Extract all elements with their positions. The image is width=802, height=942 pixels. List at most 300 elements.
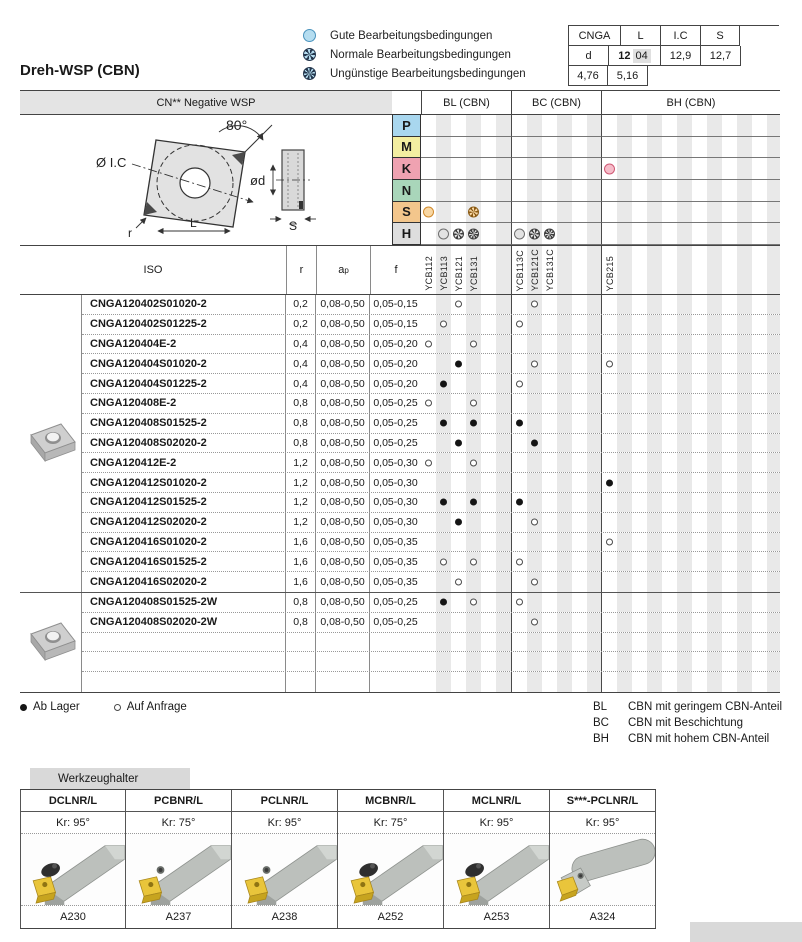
on-request-marker	[425, 400, 432, 407]
cutting-depth-value: 0,08-0,50	[316, 552, 370, 571]
corner-radius-value	[286, 633, 316, 652]
availability-matrix-region	[511, 374, 601, 393]
corner-radius-value: 1,2	[286, 473, 316, 492]
feed-value: 0,05-0,35	[373, 535, 418, 548]
on-request-marker	[425, 340, 432, 347]
toolholder-name: MCBNR/L	[338, 790, 443, 812]
feed-value: 0,05-0,30	[373, 476, 418, 489]
insert-designation: CNGA120404S01020-2	[82, 354, 286, 373]
availability-matrix-region	[511, 613, 601, 632]
bad-conditions-icon	[303, 67, 316, 80]
stock-marker	[455, 519, 462, 526]
stock-marker	[470, 499, 477, 506]
availability-matrix-region	[421, 533, 511, 552]
on-request-marker	[470, 599, 477, 606]
good-conditions-icon	[423, 206, 434, 217]
corner-radius-value: 0,4	[286, 374, 316, 393]
cutting-depth-value: 0,08-0,50	[316, 414, 370, 433]
toolholder-column	[126, 790, 232, 928]
spec-code-cell	[609, 46, 661, 66]
table-row	[82, 434, 780, 454]
taxonomy-matrix-region	[421, 158, 511, 180]
availability-matrix-region	[421, 473, 511, 492]
toolholder-angle: Kr: 95°	[232, 812, 337, 834]
on-request-marker	[531, 619, 538, 626]
availability-matrix-region	[511, 473, 601, 492]
availability-matrix-region	[421, 493, 511, 512]
legend-item-normal	[303, 45, 526, 64]
availability-matrix-region	[421, 633, 511, 652]
cutting-depth-value: 0,08-0,50	[316, 354, 370, 373]
left-header: CN** Negative WSP	[20, 91, 392, 114]
on-request-marker	[470, 459, 477, 466]
material-class-H: H	[392, 222, 421, 245]
on-request-marker	[606, 538, 613, 545]
availability-matrix-region	[421, 552, 511, 571]
availability-matrix-region	[601, 672, 780, 692]
availability-matrix-region	[601, 552, 780, 571]
on-request-marker	[516, 558, 523, 565]
table-row	[82, 513, 780, 533]
availability-matrix-region	[601, 374, 780, 393]
cutting-depth-value: 0,08-0,50	[316, 394, 370, 413]
feed-value: 0,05-0,30	[373, 496, 418, 509]
availability-matrix-region	[511, 672, 601, 692]
cbn-legend	[593, 699, 782, 747]
on-request-marker	[470, 558, 477, 565]
feed-value: 0,05-0,35	[373, 576, 418, 589]
on-request-marker	[516, 599, 523, 606]
normal-conditions-icon	[453, 228, 464, 239]
availability-matrix-region	[511, 295, 601, 314]
availability-matrix-region	[601, 453, 780, 472]
on-request-marker	[516, 380, 523, 387]
insert-designation: CNGA120402S01225-2	[82, 315, 286, 334]
table-row	[82, 374, 780, 394]
insert-designation: CNGA120408S02020-2W	[82, 613, 286, 632]
corner-radius-value: 0,8	[286, 434, 316, 453]
insert-designation: CNGA120408E-2	[82, 394, 286, 413]
on-request-marker	[455, 301, 462, 308]
normal-conditions-icon	[468, 206, 479, 217]
availability-matrix-region	[421, 414, 511, 433]
insert-designation: CNGA120408S01525-2	[82, 414, 286, 433]
spec-value: 4,76	[569, 66, 608, 86]
toolholder-column	[444, 790, 550, 928]
availability-matrix-region	[421, 453, 511, 472]
good-conditions-icon	[303, 29, 316, 42]
toolholder-name: PCLNR/L	[232, 790, 337, 812]
insert-designation: CNGA120412S02020-2	[82, 513, 286, 532]
toolholder-image	[444, 834, 549, 906]
insert-designation: CNGA120412S01525-2	[82, 493, 286, 512]
on-request-marker	[455, 579, 462, 586]
legend-label: Gute Bearbeitungsbedingungen	[330, 29, 493, 42]
toolholder-code: A252	[377, 911, 404, 923]
toolholder-code: A237	[165, 911, 192, 923]
corner-radius-value: 0,2	[286, 315, 316, 334]
availability-matrix-region	[511, 533, 601, 552]
availability-matrix-region	[511, 633, 601, 652]
condition-legend	[303, 26, 526, 83]
on-request-marker	[531, 519, 538, 526]
taxonomy-matrix-region	[421, 137, 511, 159]
cutting-depth-value: 0,08-0,50	[316, 434, 370, 453]
availability-matrix-region	[601, 394, 780, 413]
insert-designation: CNGA120416S02020-2	[82, 572, 286, 592]
toolholder-image	[232, 834, 337, 906]
grade-labels-bh	[601, 246, 780, 294]
toolholder-image	[126, 834, 231, 906]
table-row	[82, 672, 780, 692]
availability-matrix-region	[511, 572, 601, 592]
material-class-N: N	[392, 179, 421, 202]
toolholder-code: A230	[60, 911, 86, 923]
availability-matrix-region	[511, 354, 601, 373]
feed-value: 0,05-0,25	[373, 596, 418, 609]
taxonomy-row-M	[392, 137, 780, 159]
insert-group-wiper	[20, 593, 780, 693]
grade-column-label: YCB113	[438, 256, 449, 291]
corner-radius-value	[286, 672, 316, 692]
corner-radius-value: 0,2	[286, 295, 316, 314]
availability-matrix-region	[511, 434, 601, 453]
availability-matrix-region	[601, 354, 780, 373]
taxonomy-row-H	[392, 223, 780, 245]
stock-marker	[470, 420, 477, 427]
availability-matrix-region	[511, 652, 601, 671]
availability-matrix-region	[601, 613, 780, 632]
good-conditions-icon	[604, 163, 615, 174]
cutting-depth-value: 0,08-0,50	[316, 315, 370, 334]
insert-designation	[82, 672, 286, 692]
stock-marker	[440, 599, 447, 606]
insert-designation	[82, 652, 286, 671]
spec-code-shaded: 04	[633, 49, 651, 63]
label-ic: Ø I.C	[96, 155, 127, 170]
insert-image	[23, 617, 79, 667]
corner-radius-value: 1,2	[286, 493, 316, 512]
cutting-depth-value: 0,08-0,50	[316, 513, 370, 532]
iso-header-row	[20, 245, 780, 295]
feed-value: 0,05-0,25	[373, 436, 418, 449]
grade-column-label: YCB131	[468, 255, 479, 291]
table-row	[82, 453, 780, 473]
insert-group-standard	[20, 295, 780, 593]
table-row	[82, 315, 780, 335]
corner-radius-value: 0,8	[286, 613, 316, 632]
taxonomy-matrix-region	[601, 223, 780, 245]
header-gap	[392, 91, 421, 114]
on-request-marker	[470, 400, 477, 407]
cutting-depth-value: 0,08-0,50	[316, 533, 370, 552]
table-header-row	[20, 90, 780, 115]
availability-matrix-region	[601, 434, 780, 453]
taxonomy-row-K	[392, 158, 780, 180]
page-title: Dreh-WSP (CBN)	[20, 62, 140, 79]
table-row	[82, 414, 780, 434]
toolholder-angle: Kr: 95°	[21, 812, 125, 834]
normal-conditions-icon	[529, 228, 540, 239]
taxonomy-matrix-region	[421, 223, 511, 245]
toolholder-name: MCLNR/L	[444, 790, 549, 812]
on-request-marker	[531, 579, 538, 586]
feed-value	[370, 672, 421, 692]
toolholder-angle: Kr: 95°	[550, 812, 655, 834]
toolholder-table	[20, 789, 656, 929]
table-row	[82, 572, 780, 592]
cbn-legend-line: BC CBN mit Beschichtung	[593, 717, 744, 729]
corner-radius-value: 1,2	[286, 453, 316, 472]
filled-dot-icon	[20, 704, 27, 711]
availability-matrix-region	[601, 414, 780, 433]
availability-matrix-region	[601, 633, 780, 652]
stock-marker	[531, 439, 538, 446]
availability-matrix-region	[511, 593, 601, 612]
insert-designation: CNGA120408S02020-2	[82, 434, 286, 453]
insert-designation: CNGA120416S01525-2	[82, 552, 286, 571]
taxonomy-matrix-region	[601, 137, 780, 159]
on-request-marker	[531, 301, 538, 308]
feed-value: 0,05-0,25	[373, 397, 418, 410]
availability-matrix-region	[421, 672, 511, 692]
availability-matrix-region	[511, 414, 601, 433]
stock-marker	[516, 499, 523, 506]
toolholder-name: PCBNR/L	[126, 790, 231, 812]
table-row	[82, 613, 780, 633]
taxonomy-matrix-region	[601, 202, 780, 224]
availability-matrix-region	[421, 394, 511, 413]
grade-column-label: YCB131C	[544, 248, 555, 291]
table-row	[82, 335, 780, 355]
insert-photo	[20, 593, 82, 692]
grade-labels-bl	[421, 246, 511, 294]
taxonomy-matrix-region	[511, 115, 601, 137]
table-row	[82, 493, 780, 513]
label-angle: 80°	[226, 117, 248, 133]
availability-matrix-region	[511, 394, 601, 413]
insert-designation: CNGA120402S01020-2	[82, 295, 286, 314]
toolholder-column	[550, 790, 656, 928]
toolholder-column	[20, 790, 126, 928]
availability-matrix-region	[601, 315, 780, 334]
corner-radius-value: 0,4	[286, 335, 316, 354]
iso-header: ISO	[143, 264, 163, 276]
region-header-bc: BC (CBN)	[511, 91, 601, 114]
taxonomy-matrix-region	[601, 115, 780, 137]
availability-matrix-region	[511, 453, 601, 472]
feed-value: 0,05-0,35	[373, 555, 418, 568]
spec-code-bold: 12	[618, 49, 631, 62]
corner-radius-value: 0,8	[286, 394, 316, 413]
toolholder-image	[21, 834, 125, 906]
corner-radius-value: 1,2	[286, 513, 316, 532]
grade-labels-bc	[511, 246, 601, 294]
taxonomy-matrix-region	[511, 223, 601, 245]
f-header: f	[370, 246, 421, 294]
stock-marker	[606, 479, 613, 486]
label-d: ød	[250, 173, 266, 188]
corner-radius-value: 0,4	[286, 354, 316, 373]
on-request-marker	[440, 558, 447, 565]
toolholder-name: S***-PCLNR/L	[550, 790, 655, 812]
insert-designation	[82, 633, 286, 652]
bad-conditions-icon	[544, 228, 555, 239]
availability-matrix-region	[421, 652, 511, 671]
taxonomy-row-N	[392, 180, 780, 202]
on-request-marker	[516, 321, 523, 328]
table-row	[82, 394, 780, 414]
cbn-legend-line: BH CBN mit hohem CBN-Anteil	[593, 733, 770, 745]
feed-value	[370, 652, 421, 671]
availability-matrix-region	[601, 493, 780, 512]
insert-designation: CNGA120404S01225-2	[82, 374, 286, 393]
grade-column-label: YCB215	[604, 255, 615, 291]
spec-value: 5,16	[608, 66, 648, 86]
availability-matrix-region	[421, 434, 511, 453]
cutting-depth-value: 0,08-0,50	[316, 493, 370, 512]
feed-value: 0,05-0,30	[373, 516, 418, 529]
feed-value: 0,05-0,20	[373, 357, 418, 370]
feed-value: 0,05-0,15	[373, 318, 418, 331]
stock-marker	[440, 420, 447, 427]
toolholder-angle: Kr: 75°	[338, 812, 443, 834]
cutting-depth-value: 0,08-0,50	[316, 374, 370, 393]
spec-value: 12,7	[701, 46, 741, 66]
cutting-depth-value: 0,08-0,50	[316, 295, 370, 314]
cutting-depth-value: 0,08-0,50	[316, 473, 370, 492]
on-request-marker	[606, 360, 613, 367]
legend-item-bad	[303, 64, 526, 83]
cutting-depth-value	[316, 652, 370, 671]
toolholder-column	[338, 790, 444, 928]
corner-radius-value: 0,8	[286, 593, 316, 612]
ap-header: a p	[316, 246, 370, 294]
normal-conditions-icon	[303, 48, 316, 61]
insert-technical-drawing	[20, 115, 392, 245]
spec-value: 12,9	[661, 46, 701, 66]
toolholder-tab: Werkzeughalter	[30, 768, 190, 789]
toolholder-code: A238	[271, 911, 298, 923]
availability-matrix-region	[421, 613, 511, 632]
toolholder-code: A324	[589, 911, 616, 923]
on-request-marker	[440, 321, 447, 328]
availability-matrix-region	[601, 652, 780, 671]
bad-conditions-icon	[468, 228, 479, 239]
label-l: L	[190, 216, 197, 230]
availability-matrix-region	[601, 295, 780, 314]
toolholder-column	[232, 790, 338, 928]
toolholder-image	[338, 834, 443, 906]
rows-group2	[82, 593, 780, 692]
corner-radius-value: 0,8	[286, 414, 316, 433]
availability-matrix-region	[511, 315, 601, 334]
availability-matrix-region	[601, 593, 780, 612]
feed-value: 0,05-0,30	[373, 456, 418, 469]
open-dot-icon	[114, 704, 121, 711]
availability-matrix-region	[421, 295, 511, 314]
table-row	[82, 552, 780, 572]
toolholder-name: DCLNR/L	[21, 790, 125, 812]
cutting-depth-value: 0,08-0,50	[316, 593, 370, 612]
good-conditions-icon	[514, 228, 525, 239]
insert-designation: CNGA120408S01525-2W	[82, 593, 286, 612]
availability-matrix-region	[421, 315, 511, 334]
taxonomy-matrix-region	[421, 202, 511, 224]
insert-table	[20, 90, 780, 693]
spec-header: S	[701, 26, 740, 46]
availability-legend	[20, 701, 187, 713]
taxonomy-matrix-region	[511, 180, 601, 202]
cutting-depth-value: 0,08-0,50	[316, 453, 370, 472]
grade-column-label: YCB121C	[529, 248, 540, 291]
taxonomy-matrix-region	[511, 158, 601, 180]
feed-value	[370, 633, 421, 652]
corner-radius-value: 1,6	[286, 552, 316, 571]
insert-dimensions-table	[568, 25, 779, 86]
table-row	[82, 473, 780, 493]
legend-label: Ungünstige Bearbeitungsbedingungen	[330, 67, 526, 80]
insert-designation: CNGA120404E-2	[82, 335, 286, 354]
legend-label: Normale Bearbeitungsbedingungen	[330, 48, 511, 61]
availability-matrix-region	[421, 572, 511, 592]
stock-marker	[440, 499, 447, 506]
cutting-depth-value: 0,08-0,50	[316, 572, 370, 592]
region-header-bh: BH (CBN)	[601, 91, 780, 114]
rows-group1	[82, 295, 780, 592]
taxonomy-matrix-region	[421, 180, 511, 202]
material-class-K: K	[392, 157, 421, 180]
stock-marker	[455, 439, 462, 446]
cutting-depth-value	[316, 633, 370, 652]
toolholder-angle: Kr: 75°	[126, 812, 231, 834]
taxonomy-matrix-region	[601, 180, 780, 202]
table-row	[82, 533, 780, 553]
stock-marker	[455, 360, 462, 367]
cutting-depth-value: 0,08-0,50	[316, 335, 370, 354]
label-r: r	[128, 226, 132, 240]
insert-designation: CNGA120416S01020-2	[82, 533, 286, 552]
table-row	[82, 652, 780, 672]
availability-matrix-region	[511, 513, 601, 532]
spec-header: I.C	[661, 26, 701, 46]
taxonomy-row-P	[392, 115, 780, 137]
corner-radius-value: 1,6	[286, 533, 316, 552]
r-header: r	[286, 246, 316, 294]
taxonomy-matrix-region	[511, 137, 601, 159]
cutting-depth-value: 0,08-0,50	[316, 613, 370, 632]
legend-item-good	[303, 26, 526, 45]
availability-matrix-region	[601, 572, 780, 592]
on-request-marker	[470, 340, 477, 347]
taxonomy-matrix-region	[511, 202, 601, 224]
insert-designation: CNGA120412E-2	[82, 453, 286, 472]
label-s: S	[289, 219, 298, 233]
spec-header: L	[621, 26, 661, 46]
material-class-P: P	[392, 114, 421, 137]
feed-value: 0,05-0,25	[373, 616, 418, 629]
availability-matrix-region	[601, 513, 780, 532]
region-header-bl: BL (CBN)	[421, 91, 511, 114]
table-row	[82, 295, 780, 315]
footer-box	[690, 922, 802, 942]
availability-matrix-region	[421, 354, 511, 373]
grade-column-label: YCB113C	[514, 249, 525, 291]
filled-label: Ab Lager	[33, 701, 80, 713]
material-class-M: M	[392, 136, 421, 159]
feed-value: 0,05-0,25	[373, 417, 418, 430]
taxonomy-row-S	[392, 202, 780, 224]
